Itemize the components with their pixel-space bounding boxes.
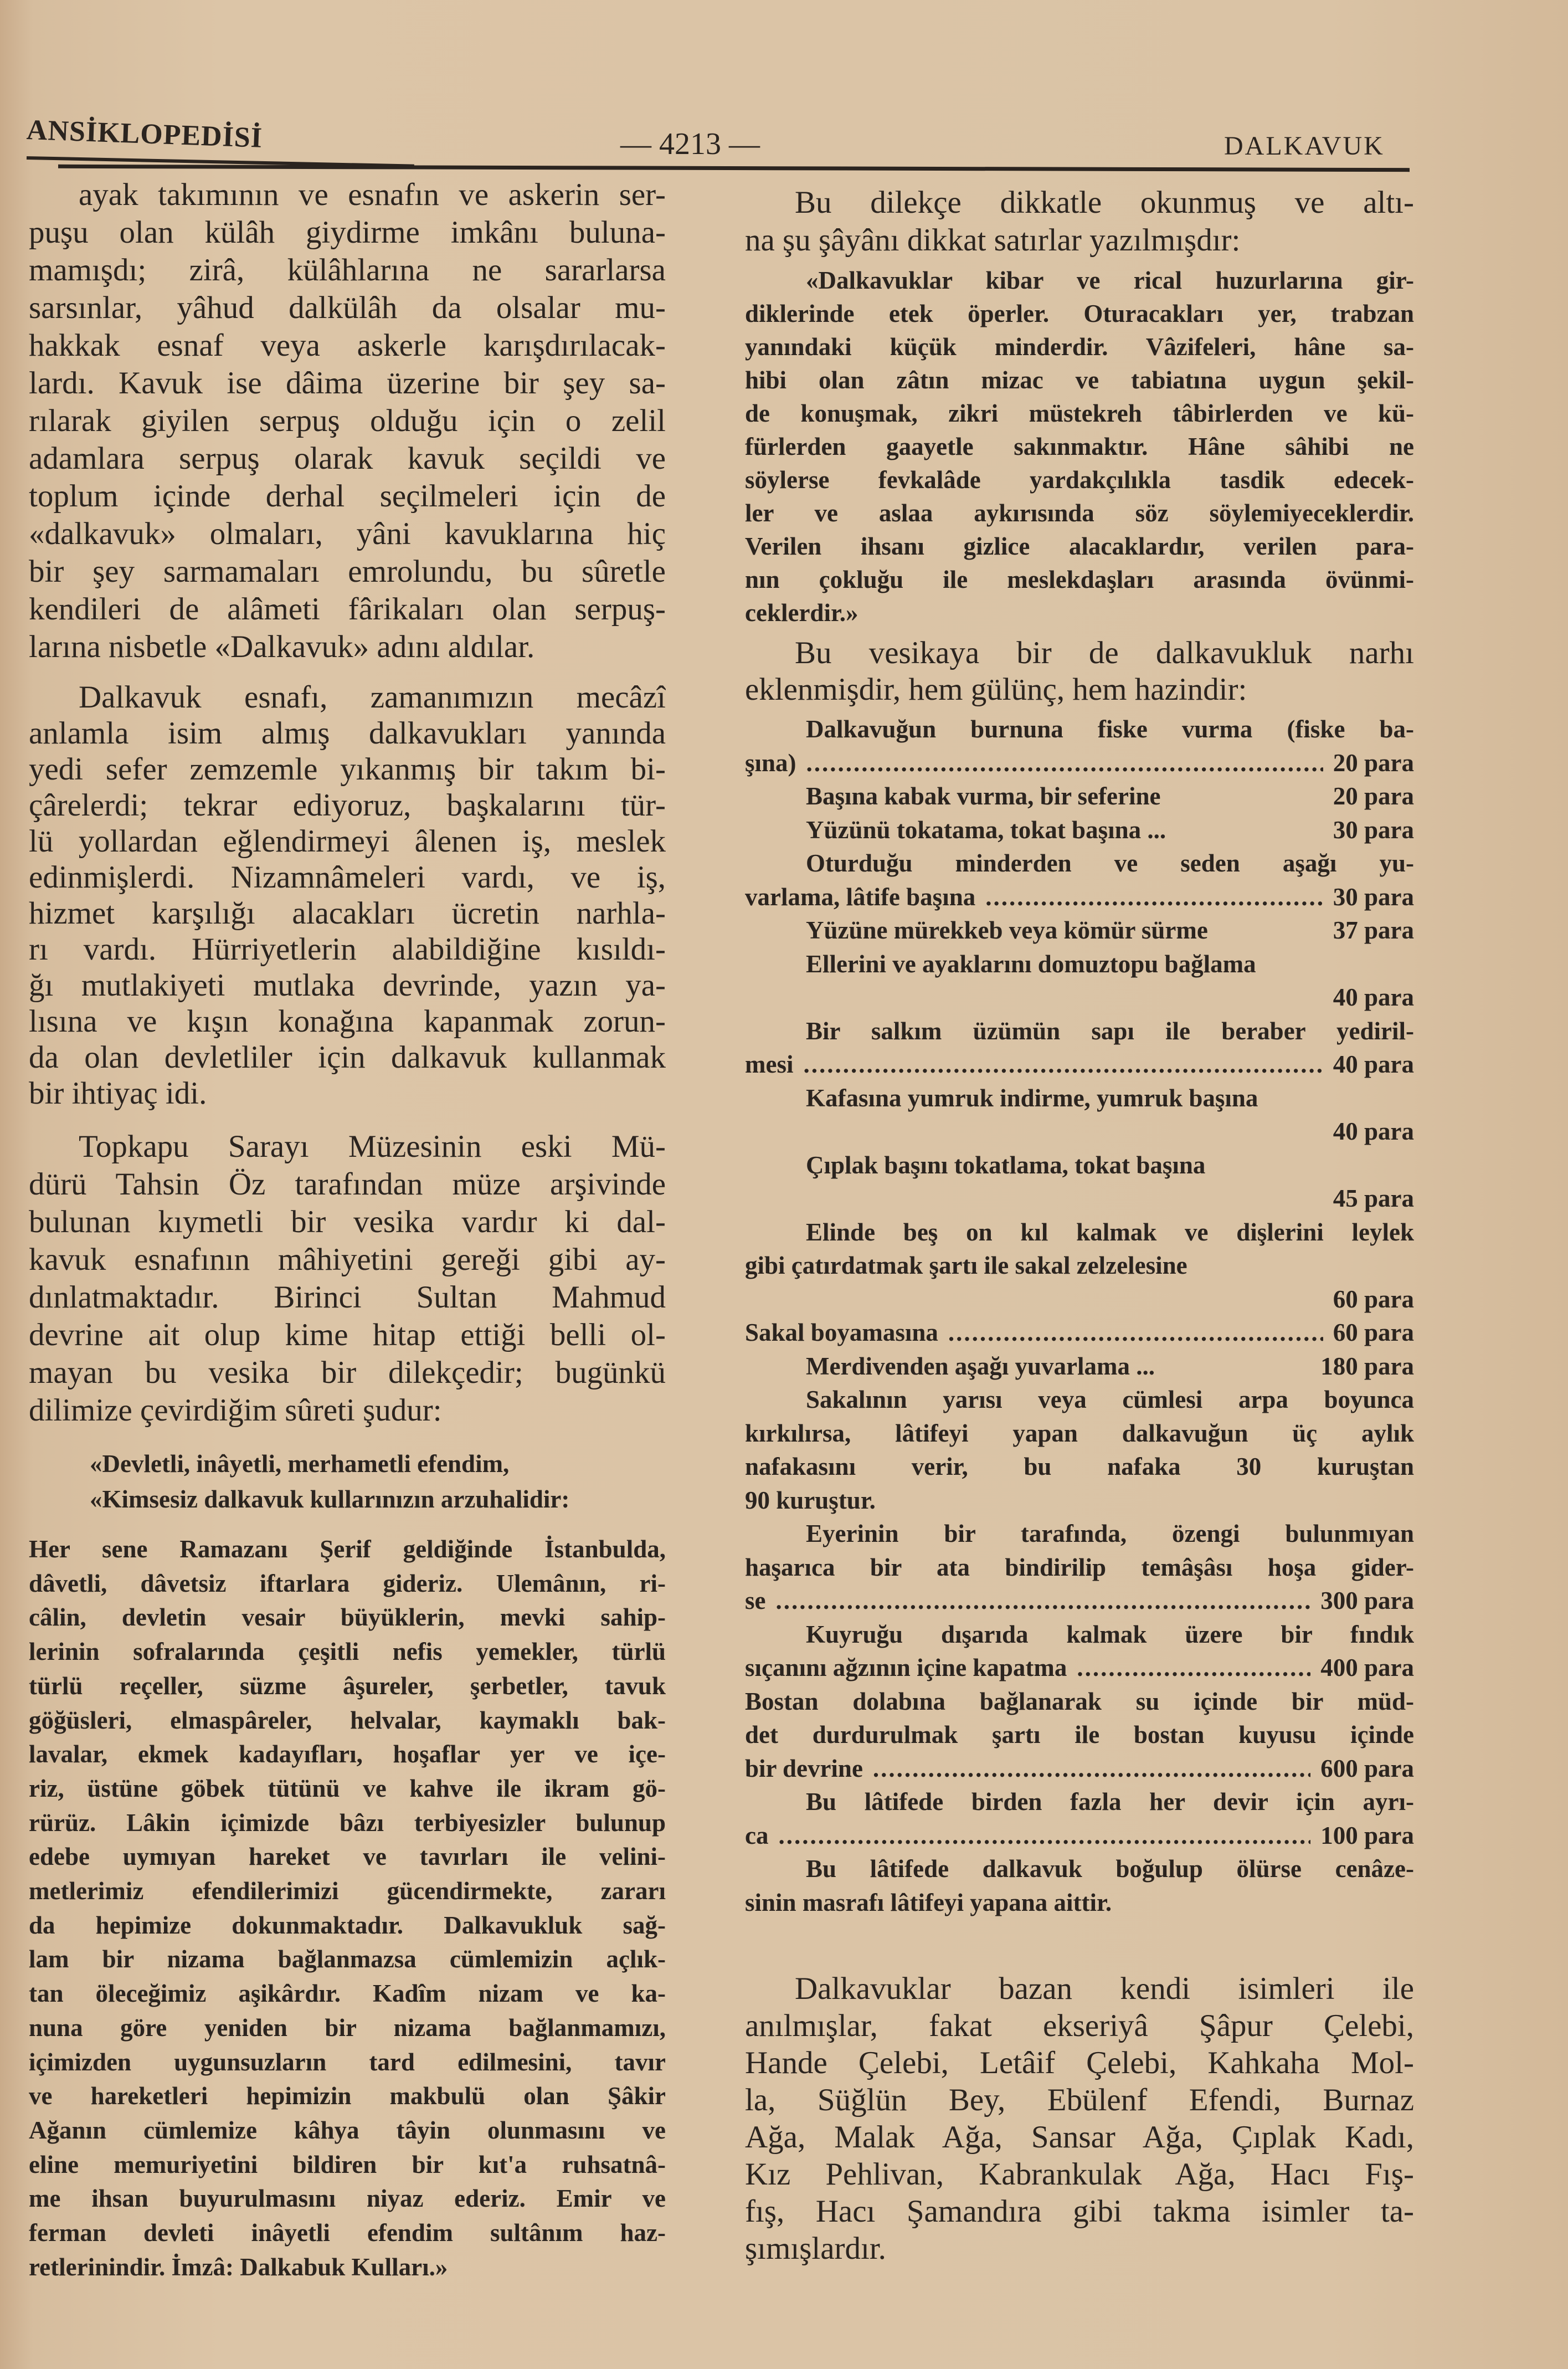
- price-amount: 60 para: [1333, 1319, 1414, 1346]
- text-line: ler ve aslaa aykırısında söz söylemiyeceklerdir.: [745, 499, 1414, 527]
- price-item-text: sinin masrafı lâtifeyi yapana aittir.: [745, 1888, 1112, 1916]
- text-line: hibi olan zâtın mizac ve tabiatına uygun şekil-: [745, 366, 1414, 394]
- text-line: kendileri de alâmeti fârikaları olan serpuş-: [29, 592, 666, 627]
- text-line: bulunan kıymetli bir vesika vardır ki dal-: [29, 1204, 666, 1239]
- text-line: «Devletli, inâyetli, merhametli efendim,: [90, 1450, 510, 1478]
- dot-leader: [985, 880, 1323, 914]
- price-row: [745, 880, 1414, 914]
- paragraph-origin: [29, 176, 666, 666]
- paragraph-nicknames: [745, 1970, 1414, 2267]
- text-line: puşu olan külâh giydirme imkânı buluna-: [29, 215, 666, 250]
- price-amount: 37 para: [1333, 916, 1414, 944]
- price-amount: 100 para: [1320, 1821, 1414, 1849]
- text-line: da olan devletliler için dalkavuk kullanmak: [29, 1040, 666, 1075]
- text-line: lam bir nizama bağlanmazsa cümlemizin açlık-: [29, 1945, 666, 1973]
- text-line: hakkak esnaf veya askerle karışdırılacak-: [29, 328, 666, 363]
- price-row: [745, 1752, 1414, 1786]
- petition-salutation: [29, 1446, 666, 1517]
- text-line: adamlara serpuş olarak kavuk seçildi ve: [29, 441, 666, 476]
- price-row: [745, 1048, 1414, 1081]
- price-item-text: det durdurulmak şartı ile bostan kuyusu içinde: [745, 1721, 1414, 1748]
- text-line: ferman devleti inâyetli efendim sultânım haz-: [29, 2219, 666, 2247]
- text-line: edinmişlerdi. Nizamnâmeleri vardı, ve iş,: [29, 860, 666, 895]
- price-item-text: Elinde beş on kıl kalmak ve dişlerini leylek: [806, 1218, 1414, 1246]
- text-line: bir şey sarmamaları emrolundu, bu sûretle: [29, 554, 666, 589]
- text-line: anılmışlar, fakat ekseriyâ Şâpur Çelebi,: [745, 2008, 1414, 2043]
- text-line: ğı mutlakiyeti mutlaka devrinde, yazın ya-: [29, 968, 666, 1003]
- dot-leader: [1077, 1651, 1310, 1685]
- price-amount: 300 para: [1320, 1587, 1414, 1614]
- text-line: eline memuriyetini bildiren bir kıt'a ruhsatnâ-: [29, 2150, 666, 2178]
- text-line: yanındaki küçük minderdir. Vâzifeleri, hâne sa-: [745, 333, 1414, 361]
- text-line: dınlatmaktadır. Birinci Sultan Mahmud: [29, 1280, 666, 1315]
- text-line: «Kimsesiz dalkavuk kullarınızın arzuhalidir:: [90, 1485, 570, 1513]
- text-line: dilimize çevirdiğim sûreti şudur:: [29, 1393, 442, 1428]
- price-row: [745, 813, 1414, 847]
- text-line: edebe uymıyan hareket ve tavırları ile velini-: [29, 1843, 666, 1871]
- text-line: metlerimiz efendilerimizi gücendirmekte, zararı: [29, 1877, 666, 1905]
- text-line: çârelerdi; tekrar ediyoruz, başkalarını tür-: [29, 788, 666, 823]
- text-line: riz, üstüne göbek tütünü ve kahve ile ikram gö-: [29, 1774, 666, 1802]
- text-line: Her sene Ramazanı Şerif geldiğinde İstanbulda,: [29, 1535, 666, 1563]
- text-line: «dalkavuk» olmaları, yâni kavuklarına hiç: [29, 516, 666, 551]
- text-line: Topkapu Sarayı Müzesinin eski Mü-: [79, 1129, 666, 1164]
- dot-leader: [776, 1584, 1311, 1618]
- price-item-text: Dalkavuğun burnuna fiske vurma (fiske ba-: [806, 715, 1414, 743]
- text-line: bir ihtiyaç idi.: [29, 1076, 207, 1111]
- price-item-text: Ellerini ve ayaklarını domuztopu bağlama: [806, 950, 1256, 978]
- price-row: [745, 780, 1414, 813]
- price-amount: 400 para: [1320, 1654, 1414, 1681]
- text-line: câlin, devletin vesair büyüklerin, mevki sahip-: [29, 1603, 666, 1632]
- price-item-text: haşarıca bir ata bindirilip temâşâsı hoşa gider-: [745, 1553, 1414, 1581]
- text-line: lerinin sofralarında çeşitli nefis yemekler, türlü: [29, 1638, 666, 1666]
- text-line: mamışdı; zirâ, külâhlarına ne sararlarsa: [29, 253, 666, 288]
- text-line: Verilen ihsanı gizlice alacaklardır, verilen para-: [745, 532, 1414, 560]
- text-line: la, Süğlün Bey, Ebülenf Efendi, Burnaz: [745, 2083, 1414, 2117]
- price-item-text: Sakalının yarısı veya cümlesi arpa boyunca: [806, 1386, 1414, 1413]
- price-list: [745, 712, 1414, 1919]
- price-item-text: Bu lâtifede birden fazla her devir için ayrı-: [806, 1788, 1414, 1816]
- price-item-label: Merdivenden aşağı yuvarlama ...: [806, 1352, 1155, 1380]
- price-item-text: Bu lâtifede dalkavuk boğulup ölürse cenâze-: [806, 1855, 1414, 1883]
- text-line: Kız Pehlivan, Kabrankulak Ağa, Hacı Fış-: [745, 2157, 1414, 2192]
- price-item-text: 90 kuruştur.: [745, 1486, 876, 1514]
- text-line: retlerinindir. İmzâ: Dalkabuk Kulları.»: [29, 2253, 448, 2281]
- paragraph-document-intro: [29, 1128, 666, 1429]
- text-line: ve hareketleri hepimizin makbulü olan Şâkir: [29, 2082, 666, 2110]
- text-line: Bu dilekçe dikkatle okunmuş ve altı-: [795, 185, 1414, 220]
- text-line: fürlerden gaayetle sakınmaktır. Hâne sâhibi ne: [745, 433, 1414, 460]
- text-line: lü yollardan eğlendirmeyi âlenen iş, meslek: [29, 824, 666, 859]
- price-item-text: Kafasına yumruk indirme, yumruk başına: [806, 1084, 1258, 1112]
- price-row: [745, 1819, 1414, 1853]
- text-line: dürü Tahsin Öz tarafından müze arşivinde: [29, 1167, 666, 1202]
- dot-leader: [948, 1316, 1323, 1350]
- text-line: rı vardı. Hürriyetlerin alabildiğine kısıldı-: [29, 932, 666, 967]
- price-amount: 45 para: [1333, 1184, 1414, 1212]
- price-item-label: şına): [745, 748, 796, 777]
- price-item-label: varlama, lâtife başına: [745, 883, 976, 911]
- price-item-label: Sakal boyamasına: [745, 1319, 938, 1346]
- text-line: yedi sefer zemzemle yıkanmış bir takım bi-: [29, 752, 666, 787]
- text-line: fış, Hacı Şamandıra gibi takma isimler ta-: [745, 2194, 1414, 2229]
- text-line: Dalkavuklar bazan kendi isimleri ile: [795, 1971, 1414, 2006]
- price-amount: 20 para: [1333, 748, 1414, 777]
- price-item-label: Yüzünü tokatama, tokat başına ...: [806, 816, 1166, 844]
- price-amount: 20 para: [1333, 782, 1414, 810]
- text-line: rürüz. Lâkin içimizde bâzı terbiyesizler bulunup: [29, 1808, 666, 1837]
- text-line: tan öleceğimiz aşikârdır. Kadîm nizam ve ka-: [29, 1980, 666, 2008]
- text-line: göğüsleri, elmaspâreler, helvalar, kaymaklı bak-: [29, 1706, 666, 1734]
- section-title: DALKAVUK: [1224, 131, 1385, 161]
- text-line: me ihsan buyurulmasını niyaz ederiz. Emir ve: [29, 2185, 666, 2213]
- price-amount: 180 para: [1320, 1352, 1414, 1380]
- text-line: ceklerdir.»: [745, 599, 858, 627]
- price-row: [745, 746, 1414, 780]
- price-row: [745, 1651, 1414, 1685]
- dot-leader: [778, 1819, 1310, 1853]
- dot-leader: [806, 746, 1323, 780]
- text-line: na şu şâyânı dikkat satırlar yazılmışdır:: [745, 223, 1241, 258]
- price-item-text: Oturduğu minderden ve seden aşağı yu-: [806, 849, 1414, 877]
- price-item-text: nafakasını verir, bu nafaka 30 kuruştan: [745, 1453, 1414, 1480]
- text-line: lavalar, ekmek kadayıfları, hoşaflar yer ve içe-: [29, 1740, 666, 1768]
- text-line: diklerinde etek öperler. Oturacakları yer, trabzan: [745, 300, 1414, 327]
- price-item-text: kırkılırsa, lâtifeyi yapan dalkavuğun üç aylık: [745, 1419, 1414, 1447]
- paragraph-petition-note: [745, 184, 1414, 259]
- text-line: hizmet karşılığı alacakları ücretin narhla-: [29, 896, 666, 931]
- quoted-duties: [745, 264, 1414, 629]
- price-item-label: se: [745, 1587, 766, 1614]
- text-line: «Dalkavuklar kibar ve rical huzurlarına gir-: [806, 266, 1414, 294]
- text-line: Hande Çelebi, Letâif Çelebi, Kahkaha Mol-: [745, 2045, 1414, 2080]
- price-row: [745, 1350, 1414, 1383]
- price-item-label: Yüzüne mürekkeb veya kömür sürme: [806, 916, 1208, 944]
- text-line: eklenmişdir, hem gülünç, hem hazindir:: [745, 672, 1247, 707]
- text-line: Dalkavuk esnafı, zamanımızın mecâzî: [79, 680, 666, 715]
- text-line: kavuk esnafının mâhiyetini gereği gibi ay-: [29, 1242, 666, 1277]
- text-line: şımışlardır.: [745, 2231, 886, 2266]
- price-amount: 600 para: [1320, 1754, 1414, 1782]
- price-item-text: Bostan dolabına bağlanarak su içinde bir müd-: [745, 1687, 1414, 1715]
- text-line: nuna göre yeniden bir nizama bağlanmamızı,: [29, 2013, 666, 2042]
- price-row: [745, 914, 1414, 947]
- text-line: rılarak giyilen serpuş olduğu için o zelil: [29, 403, 666, 438]
- price-item-text: Eyerinin bir tarafında, özengi bulunmıyan: [806, 1520, 1414, 1547]
- price-amount: 60 para: [1333, 1285, 1414, 1313]
- text-line: mayan bu vesika bir dilekçedir; bugünkü: [29, 1355, 666, 1390]
- paragraph-guild: [29, 679, 666, 1111]
- price-item-text: Bir salkım üzümün sapı ile beraber yediril-: [806, 1017, 1414, 1045]
- price-item-label: ca: [745, 1821, 769, 1849]
- text-line: Ağa, Malak Ağa, Sansar Ağa, Çıplak Kadı,: [745, 2120, 1414, 2155]
- encyclopedia-title: ANSİKLOPEDİSİ: [26, 114, 263, 154]
- text-line: larına nisbetle «Dalkavuk» adını aldılar.: [29, 629, 535, 664]
- text-line: de konuşmak, zikri müstekreh tâbirlerden ve kü-: [745, 399, 1414, 427]
- text-line: nın çokluğu ile meslekdaşları arasında övünmi-: [745, 566, 1414, 593]
- price-amount: 40 para: [1333, 1050, 1414, 1078]
- petition-body: [29, 1532, 666, 2284]
- text-line: anlamla isim almış dalkavukları yanında: [29, 716, 666, 751]
- price-item-text: Kuyruğu dışarıda kalmak üzere bir fındık: [806, 1620, 1414, 1648]
- price-item-label: Başına kabak vurma, bir seferine: [806, 782, 1161, 810]
- price-amount: 30 para: [1333, 816, 1414, 844]
- paragraph-price-intro: [745, 635, 1414, 708]
- price-amount: 40 para: [1333, 1117, 1414, 1145]
- dot-leader: [803, 1048, 1323, 1081]
- text-line: lısına ve kışın konağına kapanmak zorun-: [29, 1004, 666, 1039]
- price-item-label: mesi: [745, 1050, 794, 1078]
- text-line: da hepimize dokunmaktadır. Dalkavukluk sağ-: [29, 1911, 666, 1939]
- header-rule: [58, 165, 1410, 172]
- price-item-text: Çıplak başını tokatlama, tokat başına: [806, 1151, 1206, 1179]
- price-item-label: bir devrine: [745, 1754, 863, 1782]
- text-line: içimizden uygunsuzların tard edilmesini, tavır: [29, 2048, 666, 2076]
- price-item-label: sıçanını ağzının içine kapatma: [745, 1654, 1067, 1681]
- price-row: [745, 1316, 1414, 1350]
- text-line: dâvetli, dâvetsiz iftarlara gideriz. Ulemânın, ri-: [29, 1569, 666, 1597]
- text-line: devrine ait olup kime hitap ettiği belli ol-: [29, 1317, 666, 1352]
- text-line: Ağanın cümlemize kâhya tâyin olunmasını ve: [29, 2116, 666, 2144]
- page-number: — 4213 —: [620, 127, 760, 161]
- text-line: türlü reçeller, süzme âşureler, şerbetler, tavuk: [29, 1671, 666, 1700]
- text-line: sarsınlar, yâhud dalkülâh da olsalar mu-: [29, 290, 666, 325]
- text-line: söylerse fevkalâde yardakçılıkla tasdik edecek-: [745, 466, 1414, 494]
- text-line: toplum içinde derhal seçilmeleri için de: [29, 479, 666, 514]
- dot-leader: [873, 1752, 1310, 1786]
- price-amount: 30 para: [1333, 883, 1414, 911]
- text-line: lardı. Kavuk ise dâima üzerine bir şey sa-: [29, 366, 666, 401]
- text-line: Bu vesikaya bir de dalkavukluk narhı: [795, 635, 1414, 670]
- price-amount: 40 para: [1333, 983, 1414, 1011]
- price-item-text: gibi çatırdatmak şartı ile sakal zelzelesine: [745, 1252, 1187, 1279]
- text-line: ayak takımının ve esnafın ve askerin ser-: [79, 177, 666, 212]
- price-row: [745, 1584, 1414, 1618]
